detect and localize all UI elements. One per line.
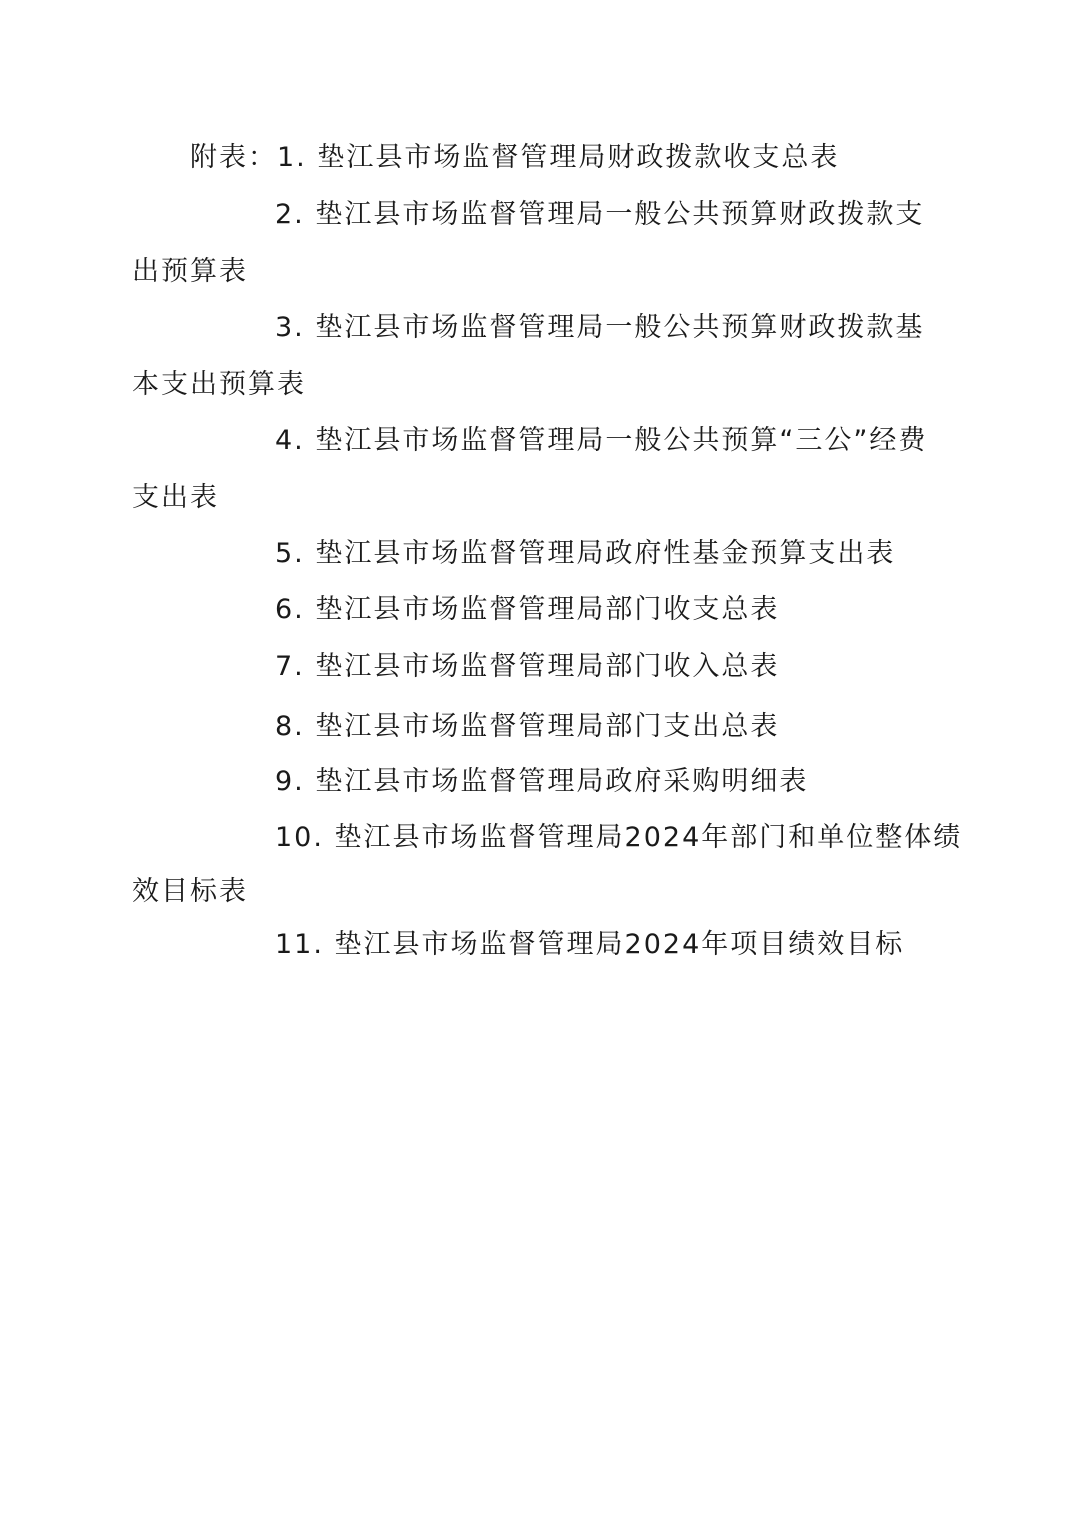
item-title: 垫江县市场监督管理局2024年项目绩效目标 [334,929,905,960]
item-number: 8. [275,711,305,742]
item-number: 9. [275,766,305,797]
item-number: 1. [277,142,307,173]
attachment-item-10 [275,821,962,855]
attachment-item-6 [275,593,779,627]
attachment-item-2-continuation: 出预算表 [132,256,248,287]
attachment-item-4-continuation: 支出表 [132,482,219,513]
attachment-item-1 [190,141,839,175]
item-title: 垫江县市场监督管理局部门收入总表 [315,651,780,682]
item-number: 3. [275,312,305,343]
attachment-item-4 [275,424,927,458]
item-title: 垫江县市场监督管理局一般公共预算财政拨款支 [315,199,925,230]
attachment-item-3 [275,311,924,345]
item-title: 垫江县市场监督管理局政府性基金预算支出表 [315,538,896,569]
attachment-item-7 [275,650,779,684]
item-title: 垫江县市场监督管理局部门收支总表 [315,594,780,625]
attachment-item-8 [275,710,779,744]
item-number: 5. [275,538,305,569]
item-number: 6. [275,594,305,625]
item-number: 7. [275,651,305,682]
item-title: 垫江县市场监督管理局一般公共预算“三公”经费 [315,425,928,456]
item-title: 垫江县市场监督管理局财政拨款收支总表 [317,142,840,173]
attachment-item-11 [275,928,904,962]
item-number: 4. [275,425,305,456]
item-number: 10. [275,822,324,853]
item-number: 11. [275,929,324,960]
attachment-prefix: 附表： [190,142,277,173]
attachment-item-2 [275,198,924,232]
item-number: 2. [275,199,305,230]
attachment-item-5 [275,537,895,571]
item-title: 垫江县市场监督管理局政府采购明细表 [315,766,809,797]
item-title: 垫江县市场监督管理局部门支出总表 [315,711,780,742]
item-title: 垫江县市场监督管理局2024年部门和单位整体绩 [334,822,963,853]
attachment-item-3-continuation: 本支出预算表 [132,369,306,400]
item-title: 垫江县市场监督管理局一般公共预算财政拨款基 [315,312,925,343]
attachment-item-9 [275,765,808,799]
attachment-item-10-continuation: 效目标表 [132,876,248,907]
